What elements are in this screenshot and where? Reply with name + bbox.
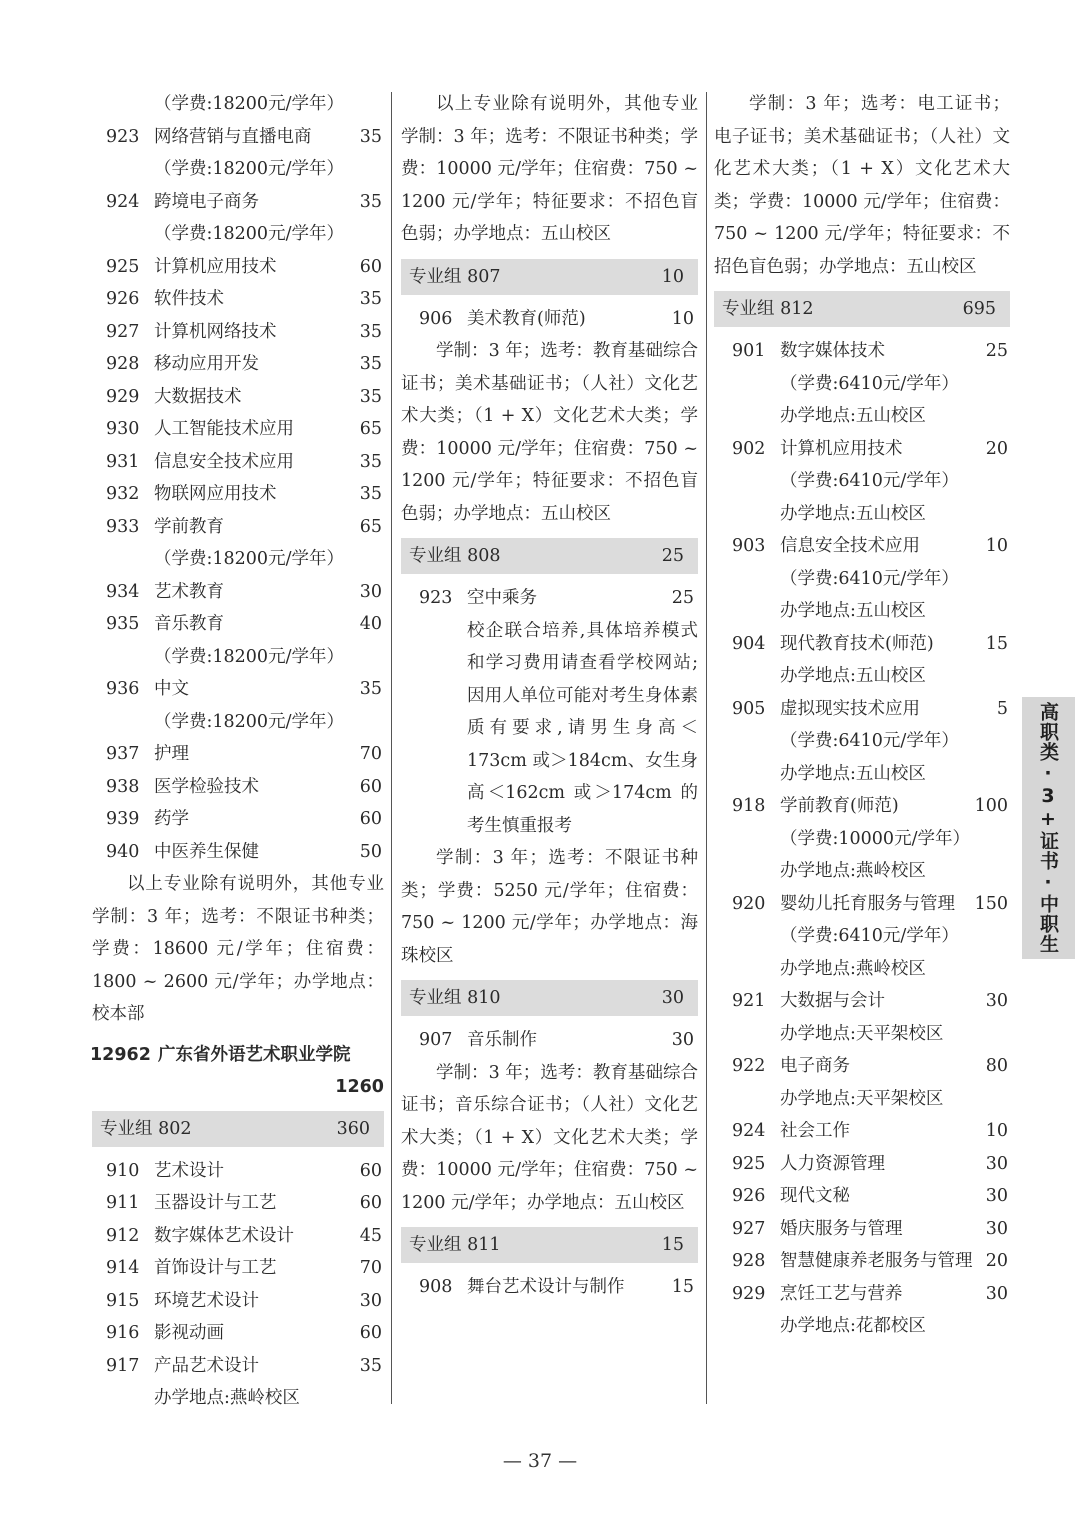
major-quota: 35 (359, 354, 382, 374)
major-code: 924 (732, 1121, 766, 1141)
major-detail-row (714, 595, 1010, 628)
major-list-1 (92, 88, 384, 868)
major-row (714, 628, 1010, 661)
major-detail-row (714, 400, 1010, 433)
major-name: 环境艺术设计 (154, 1290, 259, 1311)
major-name: 护理 (154, 744, 189, 764)
major-name: 产品艺术设计 (154, 1355, 259, 1376)
major-detail: （学费:18200元/学年） (154, 94, 344, 114)
major-row (92, 1350, 384, 1383)
major-detail-row (714, 920, 1010, 953)
group-name: 专业组 810 (409, 988, 501, 1008)
page-number: — 37 — (502, 1450, 578, 1472)
major-detail: 办学地点:五山校区 (780, 666, 926, 686)
major-quota: 60 (359, 776, 382, 797)
major-detail-row (92, 543, 384, 576)
major-detail-row (714, 725, 1010, 758)
major-row (92, 446, 384, 479)
major-quota: 70 (359, 1258, 382, 1278)
major-row (92, 738, 384, 771)
major-code: 925 (732, 1153, 766, 1174)
major-code: 911 (106, 1193, 140, 1213)
major-detail: （学费:18200元/学年） (154, 224, 344, 244)
major-name: 大数据与会计 (780, 991, 885, 1011)
major-code: 902 (732, 438, 766, 459)
school-total: 1260 (335, 1076, 384, 1097)
major-detail: （学费:6410元/学年） (780, 373, 959, 394)
major-code: 908 (419, 1277, 453, 1297)
major-name: 大数据技术 (154, 386, 242, 407)
major-row (714, 1278, 1010, 1311)
major-name: 医学检验技术 (154, 776, 259, 797)
column-2 (401, 88, 698, 1304)
major-detail-row (714, 498, 1010, 531)
major-quota: 15 (671, 1277, 694, 1297)
major-row (714, 1115, 1010, 1148)
group-header-811 (401, 1227, 698, 1263)
major-name: 计算机应用技术 (780, 438, 903, 459)
column-3 (714, 88, 1010, 1343)
major-row (714, 1050, 1010, 1083)
major-detail-row (92, 706, 384, 739)
major-name: 音乐制作 (467, 1030, 537, 1050)
major-detail-row (714, 855, 1010, 888)
major-row (92, 1155, 384, 1188)
major-quota: 35 (359, 679, 382, 699)
major-detail-row (92, 641, 384, 674)
major-quota: 45 (359, 1225, 382, 1246)
major-row (92, 348, 384, 381)
major-code: 926 (106, 289, 140, 309)
major-code: 928 (106, 354, 140, 374)
major-row (92, 413, 384, 446)
major-quota: 35 (359, 484, 382, 504)
major-detail-row (714, 368, 1010, 401)
major-row (92, 1285, 384, 1318)
major-detail-row (92, 218, 384, 251)
major-name: 婴幼儿托育服务与管理 (780, 893, 955, 914)
major-row (92, 771, 384, 804)
section-side-tab: 高职类·3+证书·中职生 (1022, 697, 1075, 959)
group-num: 15 (661, 1235, 684, 1255)
major-name: 电子商务 (780, 1056, 850, 1076)
major-name: 物联网应用技术 (154, 484, 277, 504)
major-code: 918 (732, 796, 766, 816)
major-note: 校企联合培养,具体培养模式和学习费用请查看学校网站;因用人单位可能对考生身体素质有要求,请男生身高＜173cm 或＞184cm、女生身高＜162cm 或＞174cm 的考生慎重报考 (467, 620, 698, 836)
major-name: 数字媒体艺术设计 (154, 1225, 294, 1246)
major-quota: 35 (359, 321, 382, 342)
major-row (92, 186, 384, 219)
major-code: 926 (732, 1186, 766, 1206)
major-name: 社会工作 (780, 1121, 850, 1141)
major-row (92, 381, 384, 414)
major-detail-row (92, 88, 384, 121)
major-code: 934 (106, 581, 140, 602)
major-code: 937 (106, 744, 140, 764)
major-code: 929 (106, 386, 140, 407)
major-detail: （学费:6410元/学年） (780, 471, 959, 491)
major-quota: 30 (359, 1290, 382, 1311)
note-paragraph: 以上专业除有说明外，其他专业学制：3 年；选考：不限证书种类；学费：10000 元/学年；住宿费：750 ~ 1200 元/学年；特征要求：不招色盲色弱；办学地点：五山校区 (401, 94, 698, 244)
major-detail-row (714, 1018, 1010, 1051)
major-detail: （学费:6410元/学年） (780, 926, 959, 946)
major-detail-row (714, 758, 1010, 791)
major-quota: 30 (985, 1153, 1008, 1174)
group-num: 30 (661, 988, 684, 1008)
major-quota: 100 (974, 796, 1008, 816)
major-quota: 10 (671, 308, 694, 329)
major-code: 938 (106, 776, 140, 797)
major-detail: （学费:18200元/学年） (154, 646, 344, 667)
major-code: 923 (106, 126, 140, 147)
major-name: 计算机网络技术 (154, 321, 277, 342)
major-name: 舞台艺术设计与制作 (467, 1277, 625, 1297)
major-detail-row (714, 1083, 1010, 1116)
major-name: 计算机应用技术 (154, 256, 277, 277)
major-detail: 办学地点:燕岭校区 (780, 958, 926, 979)
major-code: 917 (106, 1355, 140, 1376)
major-row (714, 1213, 1010, 1246)
major-quota: 30 (359, 581, 382, 602)
major-quota: 35 (359, 126, 382, 147)
note-paragraph: 学制：3 年；选考：教育基础综合证书；音乐综合证书；（人社）文化艺术大类；（1 + X）文化艺术大类；学费：10000 元/学年；住宿费：750 ~ 1200 元/学年；办学地点：五山校区 (401, 1062, 698, 1213)
major-detail: 办学地点:五山校区 (780, 503, 926, 524)
major-code: 901 (732, 341, 766, 361)
major-code: 904 (732, 633, 766, 654)
major-detail: 办学地点:燕岭校区 (780, 861, 926, 881)
major-code: 924 (106, 191, 140, 212)
major-detail: （学费:18200元/学年） (154, 549, 344, 569)
note-paragraph: 以上专业除有说明外，其他专业学制：3 年；选考：不限证书种类；学费：18600 元/学年；住宿费：1800 ~ 2600 元/学年；办学地点：校本部 (92, 874, 384, 1024)
group-num: 10 (661, 266, 684, 287)
major-code: 912 (106, 1225, 140, 1246)
major-row (92, 1252, 384, 1285)
group-header-812 (714, 291, 1010, 327)
major-name: 虚拟现实技术应用 (780, 698, 920, 719)
school-code: 12962 (90, 1044, 151, 1065)
major-row (92, 316, 384, 349)
major-quota: 10 (985, 1121, 1008, 1141)
major-row (714, 433, 1010, 466)
major-list-2 (92, 1155, 384, 1415)
major-row (401, 1271, 698, 1304)
major-name: 玉器设计与工艺 (154, 1193, 277, 1213)
major-quota: 30 (985, 1218, 1008, 1239)
group-num: 360 (336, 1118, 370, 1139)
major-quota: 10 (985, 536, 1008, 556)
major-row (92, 121, 384, 154)
major-row (714, 693, 1010, 726)
major-quota: 60 (359, 1160, 382, 1181)
major-quota: 5 (996, 698, 1008, 719)
major-code: 932 (106, 484, 140, 504)
major-detail-row (714, 465, 1010, 498)
major-row (92, 576, 384, 609)
major-row (92, 608, 384, 641)
major-code: 920 (732, 893, 766, 914)
major-name: 艺术设计 (154, 1160, 224, 1181)
major-row (92, 478, 384, 511)
major-detail-row (714, 660, 1010, 693)
column-divider (391, 92, 392, 1404)
major-row (714, 1245, 1010, 1278)
group-name: 专业组 808 (409, 546, 501, 566)
major-detail: （学费:18200元/学年） (154, 711, 344, 732)
major-code: 923 (419, 588, 453, 608)
group-header-810 (401, 980, 698, 1016)
column-1 (92, 88, 384, 1415)
major-name: 现代教育技术(师范) (780, 633, 934, 654)
major-code: 905 (732, 698, 766, 719)
major-name: 首饰设计与工艺 (154, 1258, 277, 1278)
school-name: 广东省外语艺术职业学院 (158, 1044, 351, 1065)
major-row (92, 251, 384, 284)
major-row (92, 1317, 384, 1350)
major-quota: 25 (985, 341, 1008, 361)
major-name: 美术教育(师范) (467, 308, 586, 329)
major-name: 婚庆服务与管理 (780, 1218, 903, 1239)
major-quota: 60 (359, 809, 382, 829)
major-code: 927 (106, 321, 140, 342)
major-name: 移动应用开发 (154, 354, 259, 374)
column-divider (706, 92, 707, 1404)
major-quota: 60 (359, 256, 382, 277)
major-detail: 办学地点:天平架校区 (780, 1088, 944, 1109)
major-name: 空中乘务 (467, 588, 537, 608)
major-quota: 35 (359, 289, 382, 309)
major-row (714, 1148, 1010, 1181)
major-name: 中文 (154, 679, 189, 699)
major-quota: 35 (359, 1355, 382, 1376)
major-row (401, 582, 698, 615)
major-row (714, 985, 1010, 1018)
major-row (714, 530, 1010, 563)
major-quota: 70 (359, 744, 382, 764)
major-code: 916 (106, 1323, 140, 1343)
group-header-802 (92, 1111, 384, 1147)
major-row (92, 673, 384, 706)
major-detail: 办学地点:五山校区 (780, 406, 926, 426)
major-name: 跨境电子商务 (154, 191, 259, 212)
major-name: 数字媒体技术 (780, 341, 885, 361)
major-code: 906 (419, 308, 453, 329)
school-heading (92, 1039, 384, 1071)
major-quota: 20 (985, 438, 1008, 459)
major-row (92, 1187, 384, 1220)
major-code: 921 (732, 991, 766, 1011)
major-quota: 30 (985, 991, 1008, 1011)
major-quota: 35 (359, 191, 382, 212)
major-code: 936 (106, 679, 140, 699)
major-quota: 35 (359, 386, 382, 407)
major-code: 927 (732, 1218, 766, 1239)
major-name: 网络营销与直播电商 (154, 126, 312, 147)
group-name: 专业组 811 (409, 1235, 501, 1255)
major-quota: 60 (359, 1323, 382, 1343)
major-name: 学前教育 (154, 516, 224, 537)
major-name: 信息安全技术应用 (780, 536, 920, 556)
major-detail: （学费:6410元/学年） (780, 731, 959, 751)
note-paragraph: 学制：3 年；选考：电工证书；电子证书；美术基础证书；（人社）文化艺术大类；（1 + X）文化艺术大类；学费：10000 元/学年；住宿费：750 ~ 1200 元/学年；特征要求：不招色盲色弱；办学地点：五山校区 (714, 94, 1010, 277)
major-name: 信息安全技术应用 (154, 451, 294, 472)
major-quota: 50 (359, 841, 382, 862)
major-detail: （学费:10000元/学年） (780, 828, 970, 849)
major-row (92, 1220, 384, 1253)
major-code: 939 (106, 809, 140, 829)
group-name: 专业组 807 (409, 266, 501, 287)
group-header-808 (401, 538, 698, 574)
major-quota: 25 (671, 588, 694, 608)
major-detail: 办学地点:五山校区 (780, 601, 926, 621)
note-paragraph: 学制：3 年；选考：教育基础综合证书；美术基础证书；（人社）文化艺术大类；（1 + X）文化艺术大类；学费：10000 元/学年；住宿费：750 ~ 1200 元/学年；特征要求：不招色盲色弱；办学地点：五山校区 (401, 341, 698, 524)
major-name: 学前教育(师范) (780, 796, 899, 816)
major-quota: 150 (974, 893, 1008, 914)
major-name: 智慧健康养老服务与管理 (780, 1251, 973, 1271)
major-row (92, 836, 384, 869)
major-code: 940 (106, 841, 140, 862)
major-code: 915 (106, 1290, 140, 1311)
major-list-3 (714, 335, 1010, 1343)
major-quota: 20 (985, 1251, 1008, 1271)
major-row (92, 803, 384, 836)
major-detail-row (714, 953, 1010, 986)
major-row (92, 511, 384, 544)
major-code: 925 (106, 256, 140, 277)
major-detail: （学费:6410元/学年） (780, 568, 959, 589)
major-code: 910 (106, 1160, 140, 1181)
major-quota: 40 (359, 614, 382, 634)
major-row (714, 335, 1010, 368)
major-detail: 办学地点:花都校区 (780, 1316, 926, 1336)
major-code: 930 (106, 419, 140, 439)
major-name: 音乐教育 (154, 614, 224, 634)
group-name: 专业组 812 (722, 299, 814, 319)
major-detail-row (714, 563, 1010, 596)
major-quota: 15 (985, 633, 1008, 654)
major-code: 928 (732, 1251, 766, 1271)
major-detail-row (92, 153, 384, 186)
major-name: 中医养生保健 (154, 841, 259, 862)
group-num: 25 (661, 546, 684, 566)
major-code: 931 (106, 451, 140, 472)
major-name: 影视动画 (154, 1323, 224, 1343)
major-code: 935 (106, 614, 140, 634)
major-quota: 65 (359, 419, 382, 439)
major-detail: 办学地点:五山校区 (780, 763, 926, 784)
major-quota: 65 (359, 516, 382, 537)
major-code: 907 (419, 1030, 453, 1050)
major-code: 922 (732, 1056, 766, 1076)
major-name: 药学 (154, 809, 189, 829)
major-row (714, 1180, 1010, 1213)
major-detail-row (714, 1310, 1010, 1343)
major-name: 艺术教育 (154, 581, 224, 602)
major-quota: 60 (359, 1193, 382, 1213)
major-detail-row (714, 823, 1010, 856)
major-name: 烹饪工艺与营养 (780, 1283, 903, 1304)
major-row (714, 888, 1010, 921)
major-code: 933 (106, 516, 140, 537)
major-row (714, 790, 1010, 823)
major-detail: 办学地点:燕岭校区 (154, 1388, 300, 1408)
note-paragraph: 学制：3 年；选考：不限证书种类；学费：5250 元/学年；住宿费：750 ~ 1200 元/学年；办学地点：海珠校区 (401, 848, 698, 966)
major-quota: 80 (985, 1056, 1008, 1076)
major-row (401, 1024, 698, 1057)
major-name: 软件技术 (154, 289, 224, 309)
major-row (92, 283, 384, 316)
major-detail-row (92, 1382, 384, 1415)
major-quota: 35 (359, 451, 382, 472)
major-name: 人工智能技术应用 (154, 419, 294, 439)
group-name: 专业组 802 (100, 1118, 192, 1139)
major-name: 现代文秘 (780, 1186, 850, 1206)
major-name: 人力资源管理 (780, 1153, 885, 1174)
major-detail: 办学地点:天平架校区 (780, 1023, 944, 1044)
major-quota: 30 (671, 1030, 694, 1050)
major-code: 903 (732, 536, 766, 556)
group-header-807 (401, 259, 698, 295)
major-quota: 30 (985, 1283, 1008, 1304)
major-quota: 30 (985, 1186, 1008, 1206)
major-row (401, 303, 698, 336)
major-detail: （学费:18200元/学年） (154, 159, 344, 179)
major-code: 914 (106, 1258, 140, 1278)
group-num: 695 (962, 299, 996, 319)
major-code: 929 (732, 1283, 766, 1304)
